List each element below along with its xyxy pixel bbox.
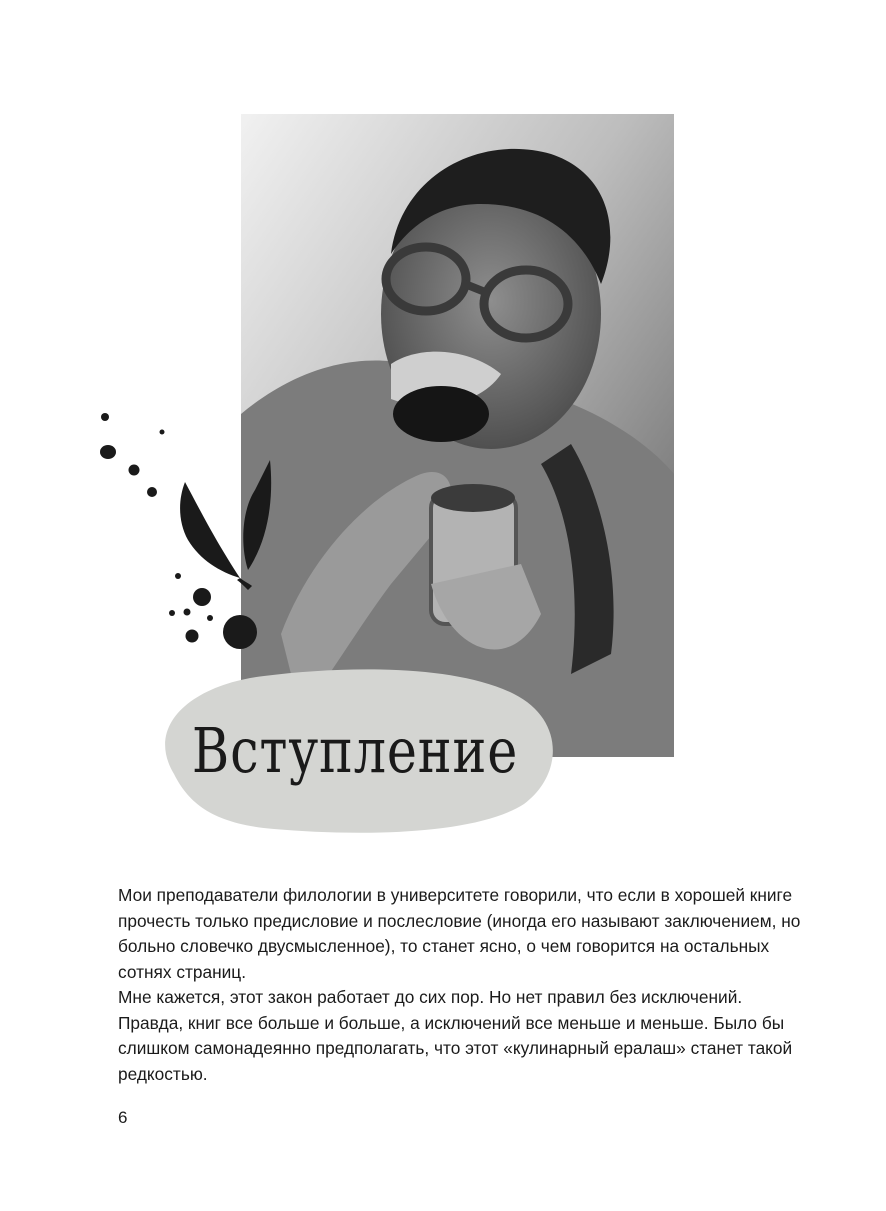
paragraph: Мои преподаватели филологии в университете говорили, что если в хорошей книге прочесть только предисловие и послесловие (иногда его называют заключением, но больно словечко двусмысленное), то станет ясно, о чем говорится на остальных сотнях страниц. — [118, 885, 801, 982]
portrait-photo-illustration — [241, 114, 674, 757]
page-number: 6 — [118, 1108, 128, 1127]
paragraph: Мне кажется, этот закон работает до сих пор. Но нет правил без исключений. Правда, книг все больше и больше, а исключений все меньше и меньше. Было бы слишком самонадеянно предполагать, что этот «кулинарный ералаш» станет такой редкостью. — [118, 987, 793, 1084]
body-text — [118, 883, 808, 1087]
page-title: Вступление — [191, 713, 519, 787]
leaf-and-dots-icon — [90, 400, 280, 670]
portrait-photo — [241, 114, 674, 757]
